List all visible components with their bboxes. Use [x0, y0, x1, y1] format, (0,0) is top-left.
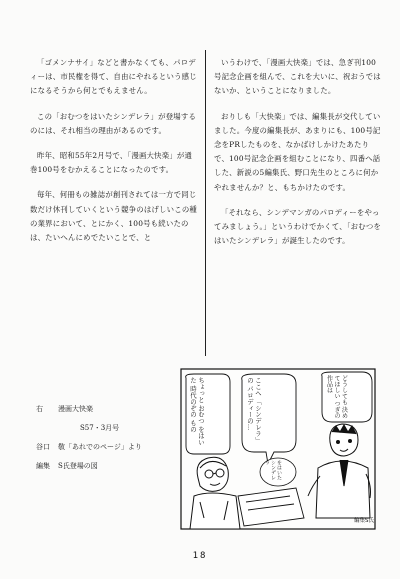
- comic-panel: [180, 368, 376, 530]
- column-divider: [205, 50, 206, 356]
- note-value: 敬「あれでのページ」より: [58, 443, 142, 451]
- comic-illustration: [180, 368, 376, 530]
- signature-holder: [336, 516, 374, 528]
- left-paragraph-1: 「ゴメンナサイ」などと書かなくても、パロディーは、市民権を得て、自由にやれるという感じになるそうから何とでもえません。: [30, 58, 197, 96]
- bubble-right-text: どうしても 決めてほしい つぎの 作品は: [325, 375, 348, 419]
- left-paragraph-4: 毎年、何冊もの雑誌が創刊されては一方で同じ数だけ休刊していくという競争のはげしいこの種の業界において、とにかく、100号も続いたのは、たいへんにめでたいことで、と: [30, 190, 197, 243]
- note-key: 編集: [36, 462, 50, 470]
- page-number: 18: [192, 551, 208, 561]
- note-row: [36, 461, 171, 471]
- bubble-caption-text-holder: [264, 460, 292, 484]
- note-key: 右: [36, 405, 43, 413]
- bubble-left-text: ちょっと おむつ をはいた 時代のぞの もの: [189, 377, 205, 446]
- bubble-middle-text: ここへ 「シンデレラ」の パロディーの…: [246, 377, 262, 444]
- right-paragraph-3: 「それなら、シンデマンガのパロディーをやってみましょう。」というわけでかくて、「おむつをはいたシンデレラ」が誕生したのです。: [214, 207, 382, 246]
- left-paragraph-3: 昨年、昭和55年2月号で、「漫画大快楽」が通巻100号をむかえることになったのです。: [30, 151, 193, 175]
- right-paragraph-1: いうわけで、「漫画大快楽」では、急ぎ刊100号記念企画を組んで、これを大いに、祝おうではないか、ということになりました。: [214, 58, 381, 96]
- note-value: 漫画大快楽: [58, 405, 93, 413]
- note-value: S氏登場の図: [58, 462, 98, 470]
- note-key: 谷口: [36, 443, 50, 451]
- note-value: S57・3月号: [80, 424, 120, 432]
- bubble-right-text-holder: [325, 375, 369, 419]
- note-row: [36, 423, 171, 433]
- left-paragraph-2: この「おむつをはいたシンデレラ」が登場するのには、それ相当の理由があるのです。: [30, 111, 197, 135]
- note-row: [36, 442, 171, 452]
- caption-notes: [36, 404, 171, 480]
- right-text-column: [214, 56, 382, 259]
- bubble-middle-text-holder: [246, 377, 292, 449]
- comic-signature: 編集S氏: [354, 518, 374, 524]
- right-paragraph-2: おりしも「大快楽」では、編集長が交代していました。今度の編集長が、あまりにも、100号記念をPRしたものを、なかばけしかけたあたりで、100号記念企画を組むことになり、四番へ話した、新説の5編集氏、野口先生のところに何かやれませんか？と、もちかけたのです。: [214, 111, 381, 192]
- bubble-caption-text: をはいた シンデレラ: [264, 460, 282, 480]
- note-row: [36, 404, 171, 414]
- bubble-left-text-holder: [189, 377, 227, 451]
- left-text-column: [30, 56, 198, 256]
